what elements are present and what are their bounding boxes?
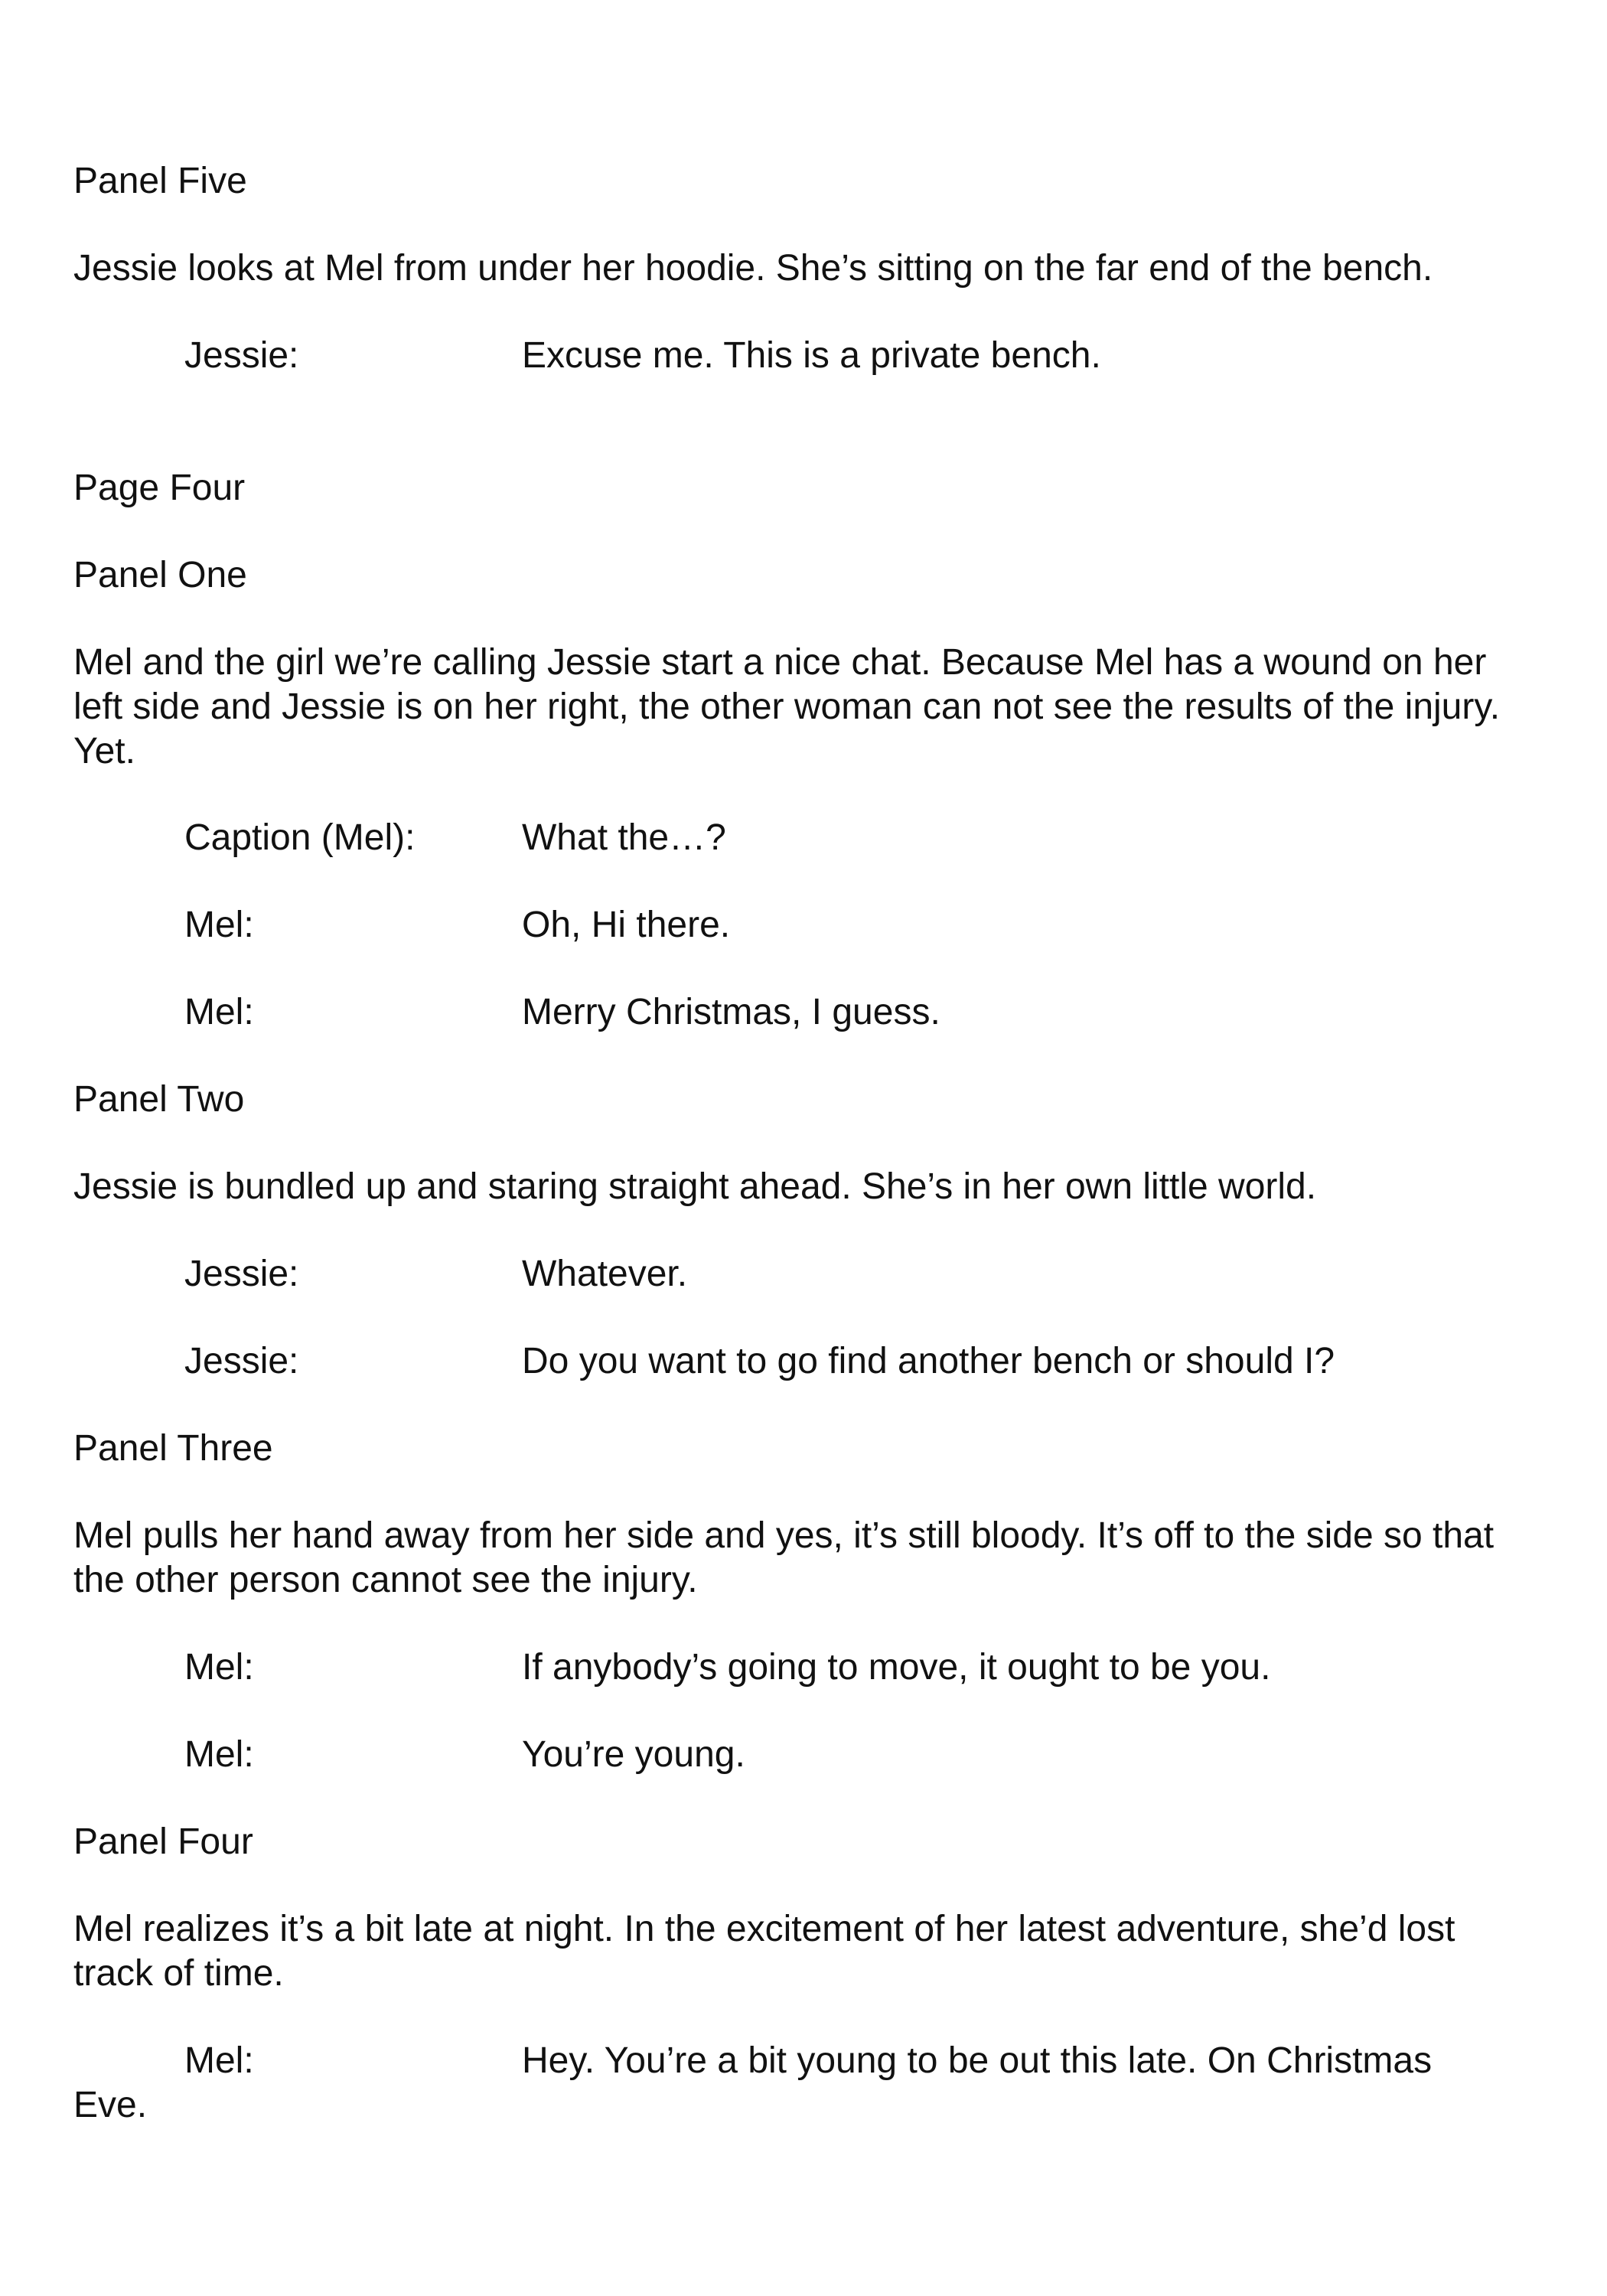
dialogue-text: Do you want to go find another bench or should I?	[522, 1341, 1335, 1381]
speaker-name: Mel:	[184, 992, 254, 1032]
panel-heading: Panel One	[73, 555, 247, 595]
speaker-name: Jessie:	[184, 1341, 299, 1381]
dialogue-continuation: Eve.	[73, 2085, 148, 2125]
speaker-name: Mel:	[184, 1734, 254, 1775]
speaker-name: Jessie:	[184, 1254, 299, 1294]
dialogue-text: What the…?	[522, 817, 726, 858]
dialogue-text: If anybody’s going to move, it ought to be you.	[522, 1647, 1271, 1688]
dialogue-text: Whatever.	[522, 1254, 688, 1294]
panel-heading: Panel Two	[73, 1079, 245, 1120]
action-text: Jessie looks at Mel from under her hoodie. She’s sitting on the far end of the bench.	[73, 248, 1433, 289]
dialogue-text: You’re young.	[522, 1734, 745, 1775]
speaker-name: Caption (Mel):	[184, 817, 416, 858]
action-text: Mel pulls her hand away from her side and yes, it’s still bloody. It’s off to the side so that the other person cannot see the injury.	[73, 1515, 1495, 1600]
action-text: Mel and the girl we’re calling Jessie start a nice chat. Because Mel has a wound on her left side and Jessie is on her right, the other woman can not see the results of the injury. Yet.	[73, 642, 1501, 771]
panel-heading: Panel Four	[73, 1821, 253, 1862]
speaker-name: Jessie:	[184, 335, 299, 376]
dialogue-text: Hey. You’re a bit young to be out this late. On Christmas	[522, 2040, 1433, 2081]
panel-heading: Panel Five	[73, 161, 247, 201]
dialogue-text: Merry Christmas, I guess.	[522, 992, 940, 1032]
dialogue-text: Excuse me. This is a private bench.	[522, 335, 1101, 376]
dialogue-text: Oh, Hi there.	[522, 905, 731, 945]
panel-heading: Panel Three	[73, 1428, 273, 1469]
speaker-name: Mel:	[184, 1647, 254, 1688]
speaker-name: Mel:	[184, 2040, 254, 2081]
action-text: Mel realizes it’s a bit late at night. In the excitement of her latest adventure, she’d lost track of time.	[73, 1909, 1455, 1994]
action-text: Jessie is bundled up and staring straight ahead. She’s in her own little world.	[73, 1166, 1317, 1207]
page-heading: Page Four	[73, 468, 246, 508]
speaker-name: Mel:	[184, 905, 254, 945]
